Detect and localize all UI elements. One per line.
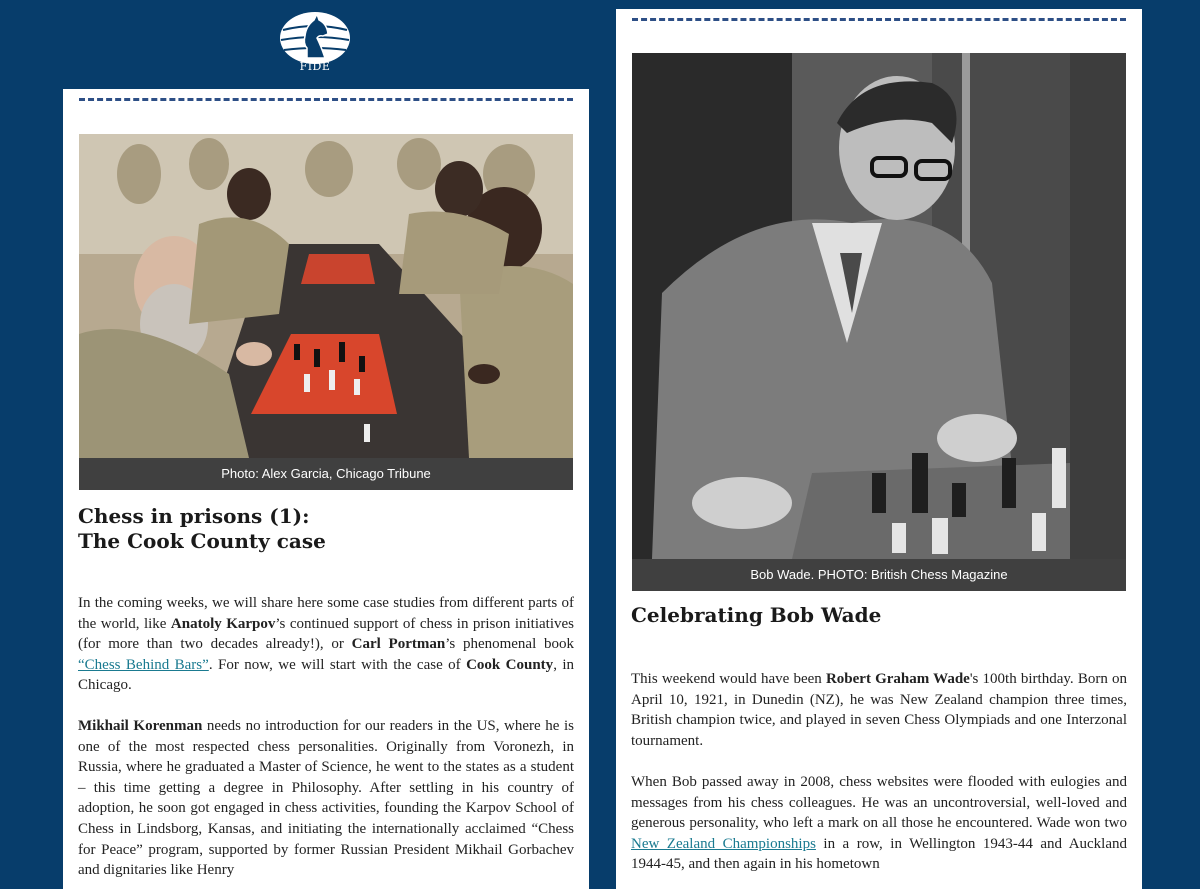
article-photo-bob-wade[interactable] [632,53,1126,591]
article-title[interactable] [78,504,574,554]
text: 's 100th birthday. Born on April 10, 1921, in Dunedin (NZ), he was New Zealand champion three times, British champion twice, and played in seven Chess Olympiads and one Interzonal tournament. [631,671,1127,749]
article-paragraph-2 [631,772,1127,875]
article-paragraph-1 [631,669,1127,751]
text: ’s phenomenal book [445,636,574,653]
photo-caption: Bob Wade. PHOTO: British Chess Magazine [632,559,1126,591]
dashed-divider [632,18,1126,21]
bold-name: Mikhail Korenman [78,718,203,734]
logo-text: FIDE [299,60,331,73]
article-paragraph-1 [78,593,574,696]
text: In the coming weeks, we will share here some case studies from different parts of the world, like [78,595,574,632]
new-zealand-championships-link[interactable]: New Zealand Championships [631,835,816,852]
text: . For now, we will start with the case of [208,656,467,673]
article-photo-prison-chess[interactable] [79,134,573,490]
article-card-chess-in-prisons[interactable] [63,89,589,889]
text: This weekend would have been [631,671,826,687]
bold-name: Anatoly Karpov [170,615,276,632]
photo-caption: Photo: Alex Garcia, Chicago Tribune [79,458,573,490]
text: ’s continued support of chess in prison initiatives (for more than two decades already!), or [78,615,574,653]
fide-logo[interactable] [279,8,351,74]
article-title-line1: Chess in prisons (1): [78,504,310,528]
article-title[interactable]: Celebrating Bob Wade [631,603,882,627]
article-title-line2: The Cook County case [78,529,326,553]
chess-behind-bars-link[interactable]: “Chess Behind Bars” [78,656,209,673]
article-card-bob-wade[interactable] [616,9,1142,889]
bold-name: Cook County [466,656,554,673]
text: When Bob passed away in 2008, chess websites were flooded with eulogies and messages from his chess colleagues. He was an uncontroversial, well-loved and generous personality, who left a mark on all those he encountered. Wade won two [631,774,1127,832]
text: , in Chicago. [78,656,575,694]
text: in a row, in Wellington 1943-44 and Auckland 1944-45, and then again in his hometown [631,835,1128,873]
photo-image [79,134,573,458]
photo-image [632,53,1126,559]
bold-name: Carl Portman [351,636,446,653]
bold-name: Robert Graham Wade [825,671,970,687]
article-paragraph-2 [78,716,574,881]
text: needs no introduction for our readers in the US, where he is one of the most respected chess personalities. Originally from Voronezh, in Russia, where he graduated a Master of Science, he went to the states as a student – this time getting a degree in Philosophy. After settling in his country of adoption, he soon got engaged in chess activities, founding the Karpov School of Chess in Lindsborg, Kansas, and initiating the internationally acclaimed “Chess for Peace” program, supported by former Russian President Mikhail Gorbachev and dignitaries like Henry [78,718,574,879]
dashed-divider [79,98,573,101]
